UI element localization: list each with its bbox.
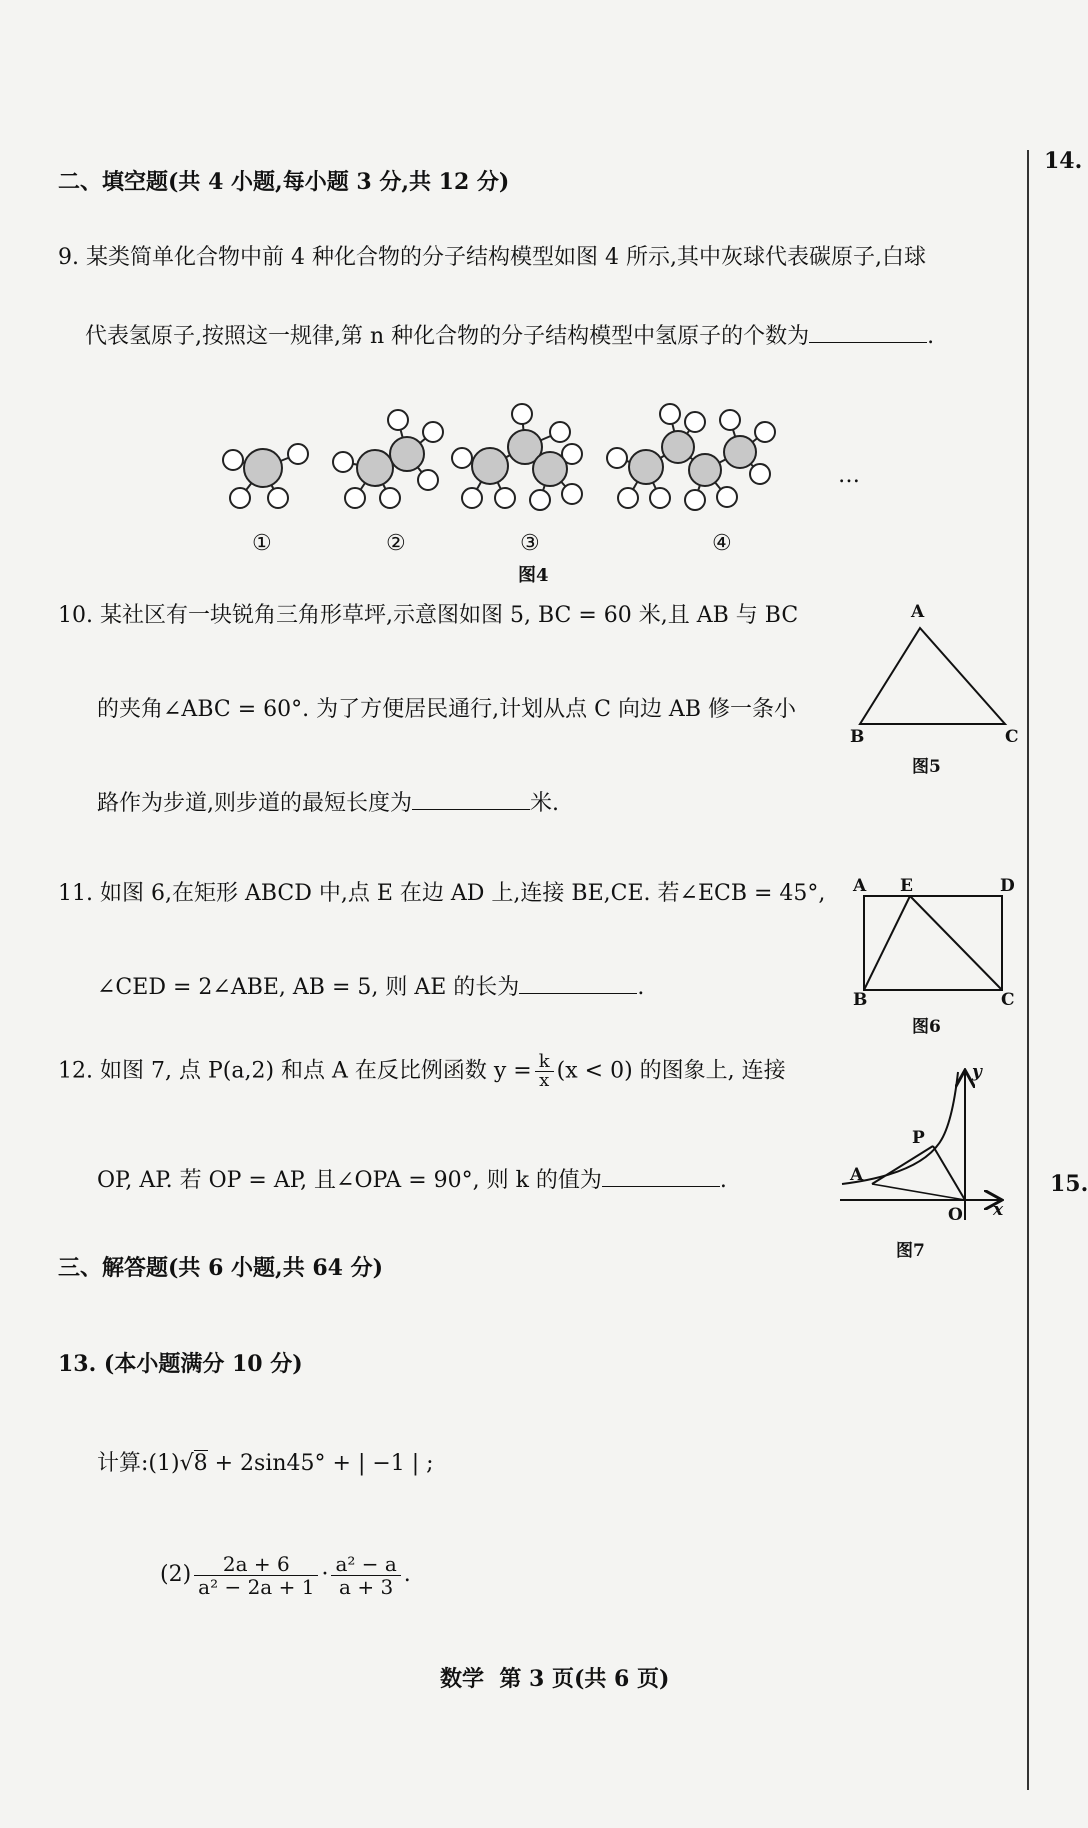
q9-answer-blank[interactable]: [809, 322, 927, 343]
fig5-point-a: A: [911, 602, 925, 622]
side-q14-number: 14.: [1044, 148, 1083, 174]
figure-5-caption: 图5: [912, 757, 941, 777]
q10-line1: 10. 某社区有一块锐角三角形草坪,示意图如图 5, BC = 60 米,且 AB 与 BC: [58, 603, 799, 628]
q13-part1-rest: + 2sin45° + | −1 | ;: [214, 1451, 434, 1476]
side-q15-number: 15.: [1050, 1171, 1088, 1197]
q13-part2-prefix: (2): [160, 1562, 192, 1587]
q13-f1-numerator: 2a + 6: [194, 1553, 318, 1576]
fig6-point-a: A: [853, 876, 867, 896]
figure-4-label-4: ④: [712, 531, 732, 556]
fig7-point-o: O: [948, 1205, 963, 1225]
figure-4-ellipsis: …: [838, 463, 860, 488]
q11-answer-blank[interactable]: [519, 973, 637, 994]
fig7-axis-y: y: [972, 1062, 982, 1082]
q12-fraction: [535, 1053, 554, 1090]
q12-line2: [97, 1166, 727, 1195]
q10-answer-blank[interactable]: [412, 789, 530, 810]
fig7-point-p: P: [912, 1128, 925, 1148]
q13-end: .: [403, 1562, 411, 1587]
figure-4-molecules: [200, 392, 880, 562]
q10-line3-text: 路作为步道,则步道的最短长度为: [97, 791, 412, 816]
figure-5-triangle: [840, 608, 1020, 738]
q11-line2-text: ∠CED = 2∠ABE, AB = 5, 则 AE 的长为: [97, 975, 520, 1000]
q11-line2: [97, 973, 644, 1002]
q13-f2-numerator: a² − a: [331, 1553, 400, 1576]
figure-7-graph: [830, 1060, 1020, 1230]
q12-fraction-numerator: k: [535, 1053, 554, 1072]
q10-line3: [97, 789, 559, 818]
fig5-point-c: C: [1005, 727, 1019, 747]
q13-f2-denominator: a + 3: [339, 1574, 394, 1599]
q13-dot: ·: [321, 1562, 329, 1587]
fig7-axis-x: x: [993, 1200, 1004, 1220]
q9-line2-text: 代表氢原子,按照这一规律,第 n 种化合物的分子结构模型中氢原子的个数为: [85, 324, 810, 349]
column-divider: [1027, 150, 1029, 1790]
figure-4-label-2: ②: [386, 531, 406, 556]
figure-6-caption: 图6: [912, 1017, 941, 1037]
q12-line1: [58, 1053, 786, 1090]
fig6-point-c: C: [1001, 990, 1015, 1010]
q10-line2: 的夹角∠ABC = 60°. 为了方便居民通行,计划从点 C 向边 AB 修一条小: [97, 697, 796, 722]
molecule-2: [333, 410, 443, 508]
segment-ao: [872, 1184, 965, 1200]
figure-6-rectangle: [858, 890, 1008, 1000]
page-footer: 数学 第 3 页(共 6 页): [440, 1666, 670, 1692]
fig6-point-b: B: [853, 990, 868, 1010]
q13-f1-denominator: a² − 2a + 1: [198, 1574, 315, 1599]
figure-7-caption: 图7: [896, 1241, 925, 1261]
q13-part1: 计算:(1)√8 + 2sin45° + | −1 | ;: [97, 1451, 434, 1476]
fig6-point-e: E: [900, 876, 913, 896]
q13-heading: 13. (本小题满分 10 分): [58, 1351, 303, 1377]
q13-part1-sqrt-value: 8: [193, 1451, 208, 1476]
molecule-1: [223, 444, 308, 508]
q9-line1: 9. 某类简单化合物中前 4 种化合物的分子结构模型如图 4 所示,其中灰球代表碳原子,白球: [58, 245, 926, 270]
fig7-point-a: A: [850, 1165, 864, 1185]
q13-part2: [160, 1550, 411, 1600]
figure-4-caption: 图4: [518, 565, 549, 586]
q12-line2-text: OP, AP. 若 OP = AP, 且∠OPA = 90°, 则 k 的值为: [97, 1168, 602, 1193]
q11-line1: 11. 如图 6,在矩形 ABCD 中,点 E 在边 AD 上,连接 BE,CE. 若∠ECB = 45°,: [58, 881, 826, 906]
q12-answer-blank[interactable]: [602, 1166, 720, 1187]
q10-line3-unit: 米.: [530, 791, 559, 816]
figure-4-label-1: ①: [252, 531, 272, 556]
q9-line2: [85, 322, 934, 351]
q11-tail: .: [637, 975, 645, 1000]
q12-line1-rest: (x < 0) 的图象上, 连接: [556, 1058, 786, 1084]
q12-tail: .: [719, 1168, 727, 1193]
molecule-3: [452, 404, 582, 510]
fig5-point-b: B: [850, 727, 865, 747]
section-3-heading: 三、解答题(共 6 小题,共 64 分): [58, 1255, 384, 1281]
section-2-heading: 二、填空题(共 4 小题,每小题 3 分,共 12 分): [58, 169, 510, 195]
segment-ap: [872, 1146, 933, 1184]
q13-fraction-2: [331, 1553, 400, 1598]
q13-fraction-1: [194, 1553, 318, 1598]
segment-op: [933, 1146, 965, 1200]
figure-4-label-3: ③: [520, 531, 540, 556]
fig6-point-d: D: [1000, 876, 1015, 896]
q9-tail: .: [927, 324, 935, 349]
q12-line1-text: 12. 如图 7, 点 P(a,2) 和点 A 在反比例函数 y =: [58, 1058, 532, 1084]
q13-part1-prefix: 计算:(1): [97, 1451, 180, 1476]
molecule-4: [607, 404, 775, 510]
q12-fraction-denominator: x: [539, 1070, 550, 1091]
